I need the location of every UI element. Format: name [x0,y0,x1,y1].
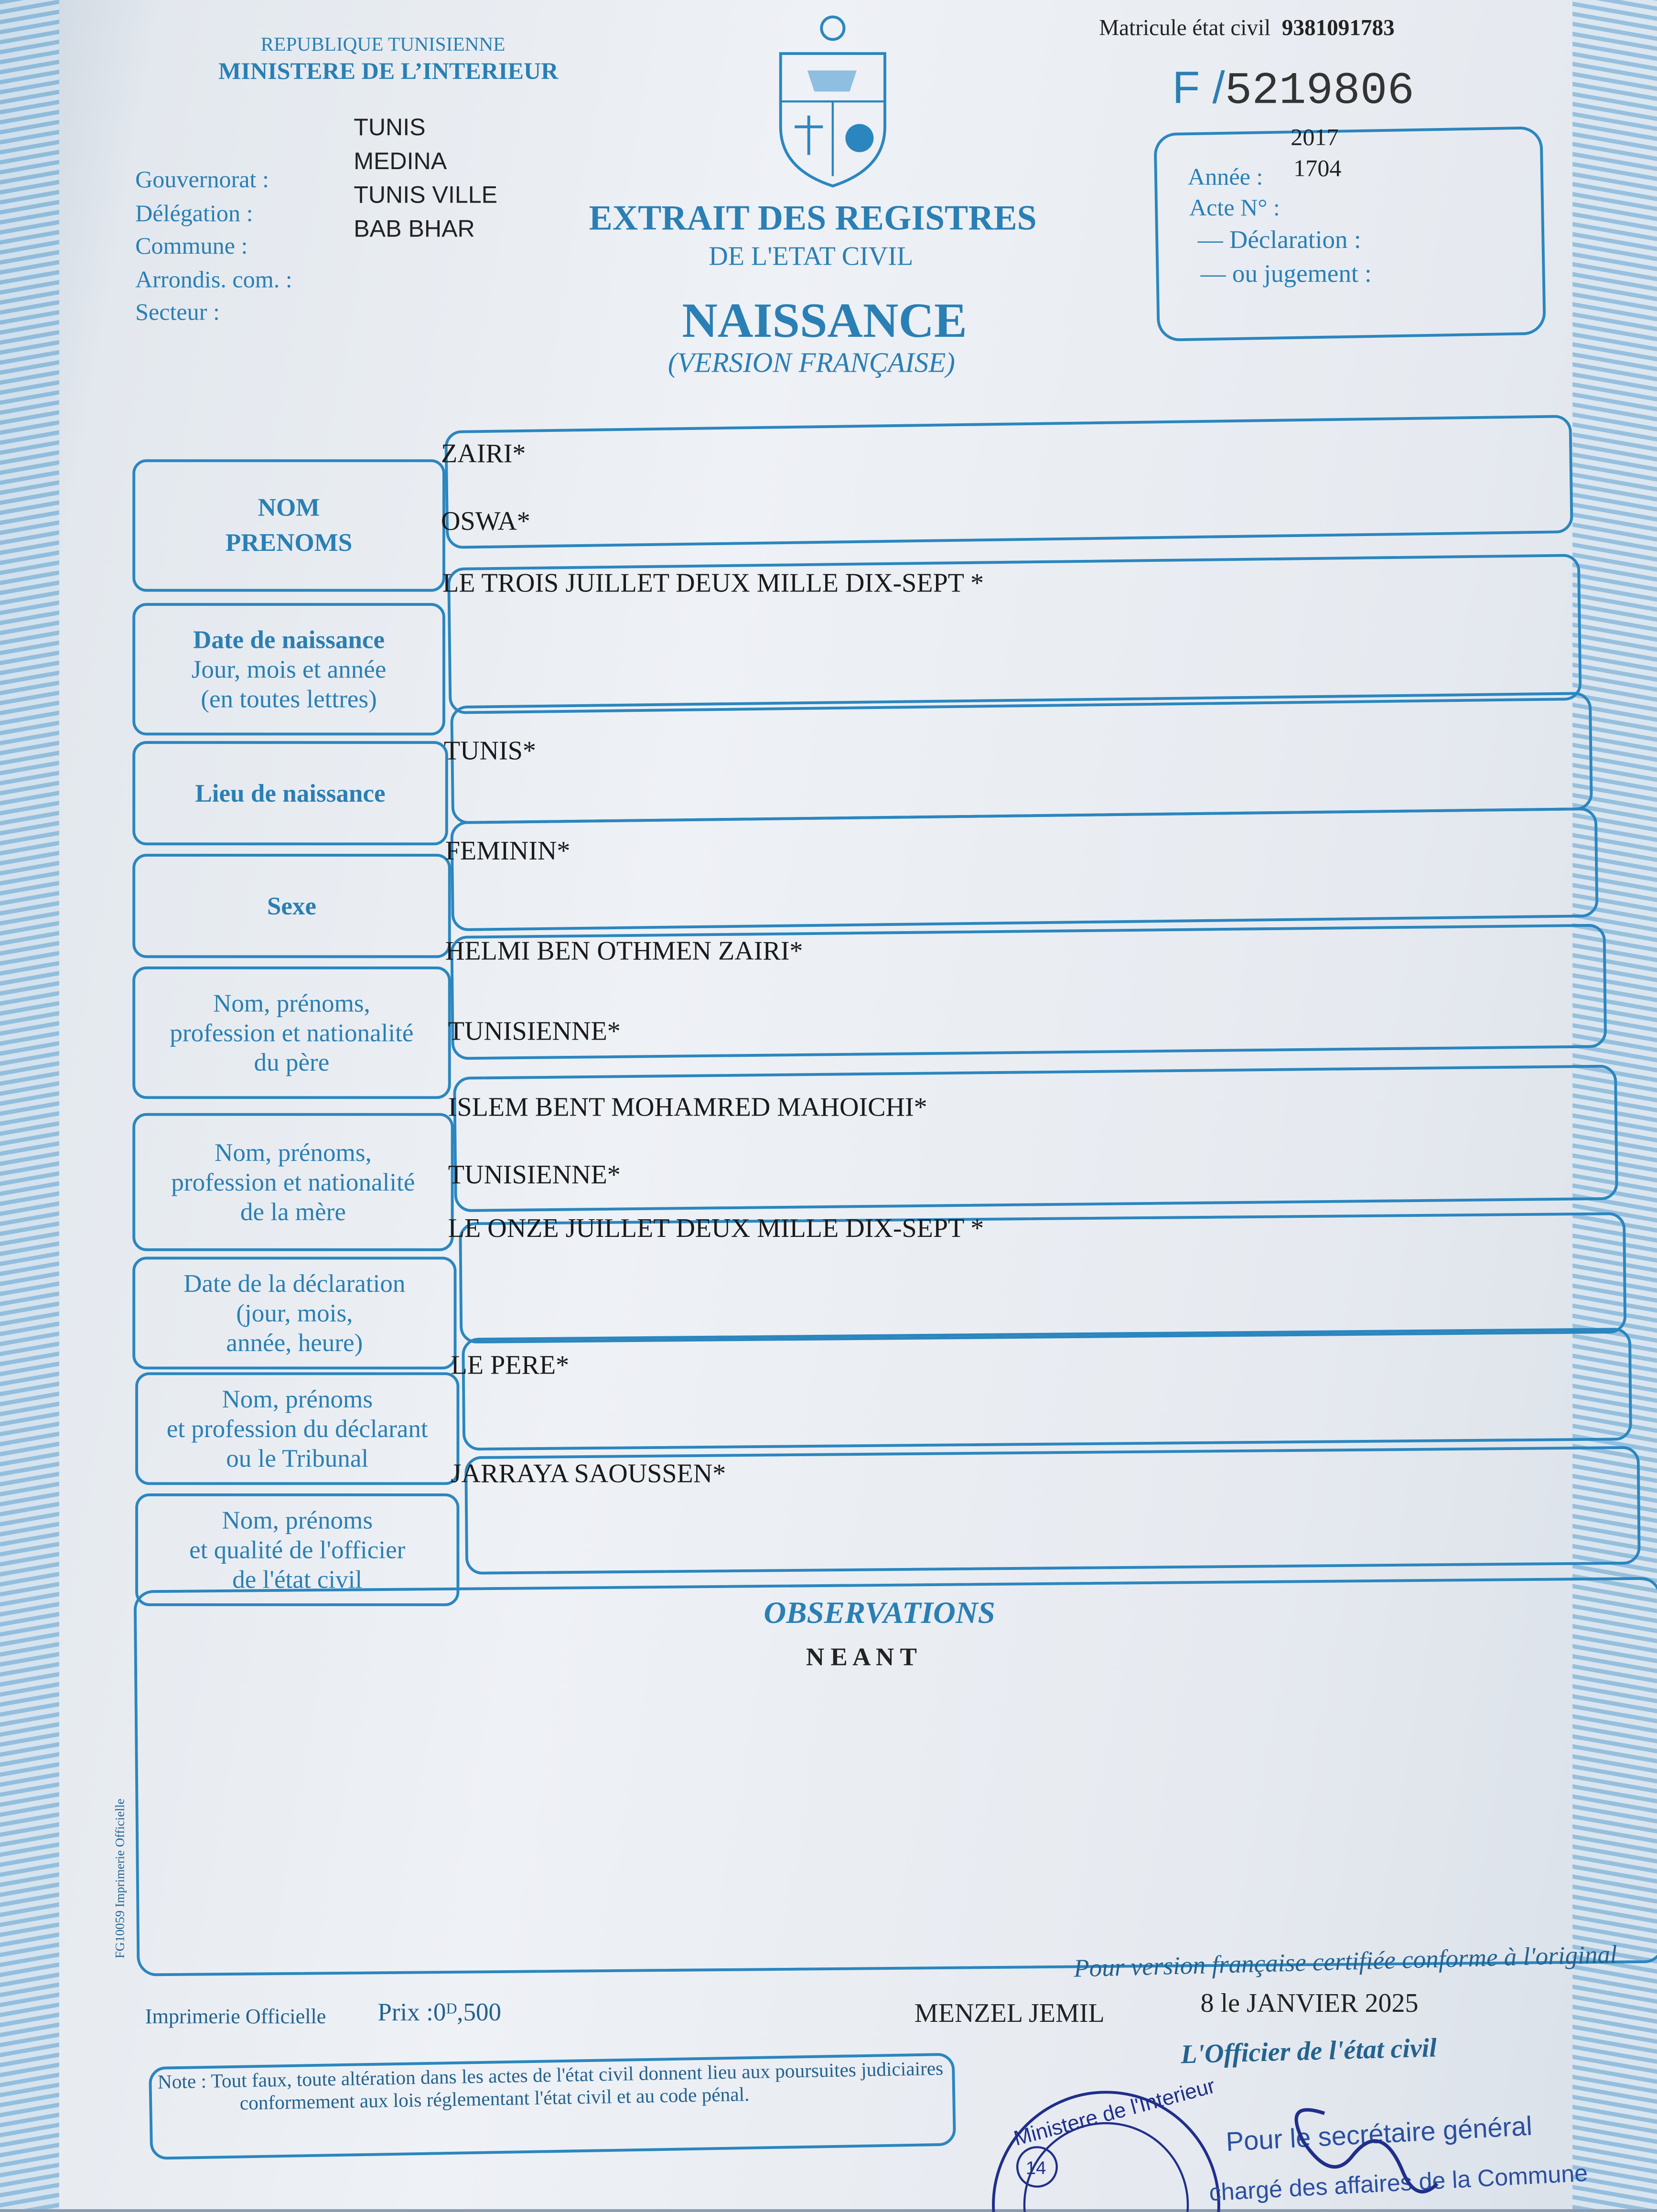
label-lieu-naissance: Lieu de naissance [132,741,448,845]
serial-number: F /5219806 [1172,62,1415,117]
date-label: 8 le JANVIER 2025 [1200,1989,1419,2019]
title-etat-civil: DE L'ETAT CIVIL [709,242,914,272]
observations-value: N E A N T [806,1643,917,1671]
value-date-declaration: LE ONZE JUILLET DEUX MILLE DIX-SEPT * [448,1214,984,1244]
printer-label: Imprimerie Officielle [145,2006,326,2029]
stamp-text: Ministere de l'Interieur [1011,2074,1218,2150]
official-stamp-icon [986,2071,1226,2212]
ministry-label: MINISTERE DE L’INTERIEUR [218,57,559,85]
price-label: Prix :0ᴰ,500 [377,1997,502,2026]
title-naissance: NAISSANCE [682,293,967,348]
label-pere: Nom, prénoms, profession et nationalité du père [132,966,451,1099]
label-sexe: Sexe [132,854,451,958]
title-version: (VERSION FRANÇAISE) [667,348,955,379]
place-label: MENZEL JEMIL [914,1999,1105,2029]
matricule: Matricule état civil 9381091783 [1099,17,1395,41]
title-extrait: EXTRAIT DES REGISTRES [589,200,1037,238]
handwritten-signature-icon [1268,2099,1465,2209]
stamp-number: 14 [1025,2158,1046,2179]
republic-label: REPUBLIQUE TUNISIENNE [260,35,506,56]
value-prenoms: OSWA* [441,507,530,537]
label-nom-prenoms: NOM PRENOMS [132,459,445,591]
acte-year: 2017 [1291,124,1339,151]
security-border-left [0,0,59,2209]
jugement-label: — ou jugement : [1200,259,1372,288]
value-box-declarant [462,1328,1632,1450]
certified-label: Pour version française certifiée conforme à l'original [1073,1940,1618,1983]
annee-label: Année : [1188,163,1263,191]
acte-label: Acte N° : [1189,194,1280,221]
value-box-nom [444,415,1573,549]
label-officier: Nom, prénoms et qualité de l'officier de l'état civil [135,1493,459,1606]
legal-note: Note : Tout faux, toute altération dans les actes de l'état civil donnent lieu aux poursuites judiciaires conformement aux lois réglementant l'état civil et au code pénal. [157,2059,944,2115]
value-nom: ZAIRI* [441,440,526,470]
value-box-sexe [450,807,1598,931]
tunisia-coat-of-arms-icon [772,14,893,189]
value-officier: JARRAYA SAOUSSEN* [451,1460,726,1490]
value-date-naissance: LE TROIS JUILLET DEUX MILLE DIX-SEPT * [442,569,984,599]
label-date-declaration: Date de la déclaration (jour, mois, année, heure) [132,1257,456,1370]
value-pere-nationalite: TUNISIENNE* [448,1017,621,1047]
value-pere-nom: HELMI BEN OTHMEN ZAIRI* [445,937,803,967]
value-lieu-naissance: TUNIS* [443,737,536,767]
label-mere: Nom, prénoms, profession et nationalité de la mère [132,1113,453,1251]
value-box-lieu [450,692,1593,824]
label-declarant: Nom, prénoms et profession du déclarant ou le Tribunal [135,1372,459,1485]
observations-label: OBSERVATIONS [764,1595,995,1630]
observations-box [134,1577,1657,1976]
label-date-naissance: Date de naissance Jour, mois et année (en toutes lettres) [132,603,445,735]
value-declarant: LE PERE* [451,1351,570,1381]
value-box-mere [453,1064,1618,1212]
signature-line-2: chargé des affaires de la Commune [1208,2159,1589,2207]
location-values: TUNIS MEDINA TUNIS VILLE BAB BHAR [354,114,498,243]
officer-title: L'Officier de l'état civil [1180,2034,1437,2071]
location-labels: Gouvernorat : Délégation : Commune : Arrondis. com. : Secteur : [135,166,292,326]
value-sexe: FEMININ* [445,837,570,867]
value-mere-nationalite: TUNISIENNE* [448,1160,621,1191]
value-mere-nom: ISLEM BENT MOHAMRED MAHOICHI* [448,1093,927,1123]
side-print-label: FG10059 Imprimerie Officielle [112,1798,127,1959]
annee-value: 1704 [1293,155,1342,182]
signature-line-1: Pour le secrétaire général [1225,2112,1533,2158]
declaration-label: — Déclaration : [1197,225,1361,254]
